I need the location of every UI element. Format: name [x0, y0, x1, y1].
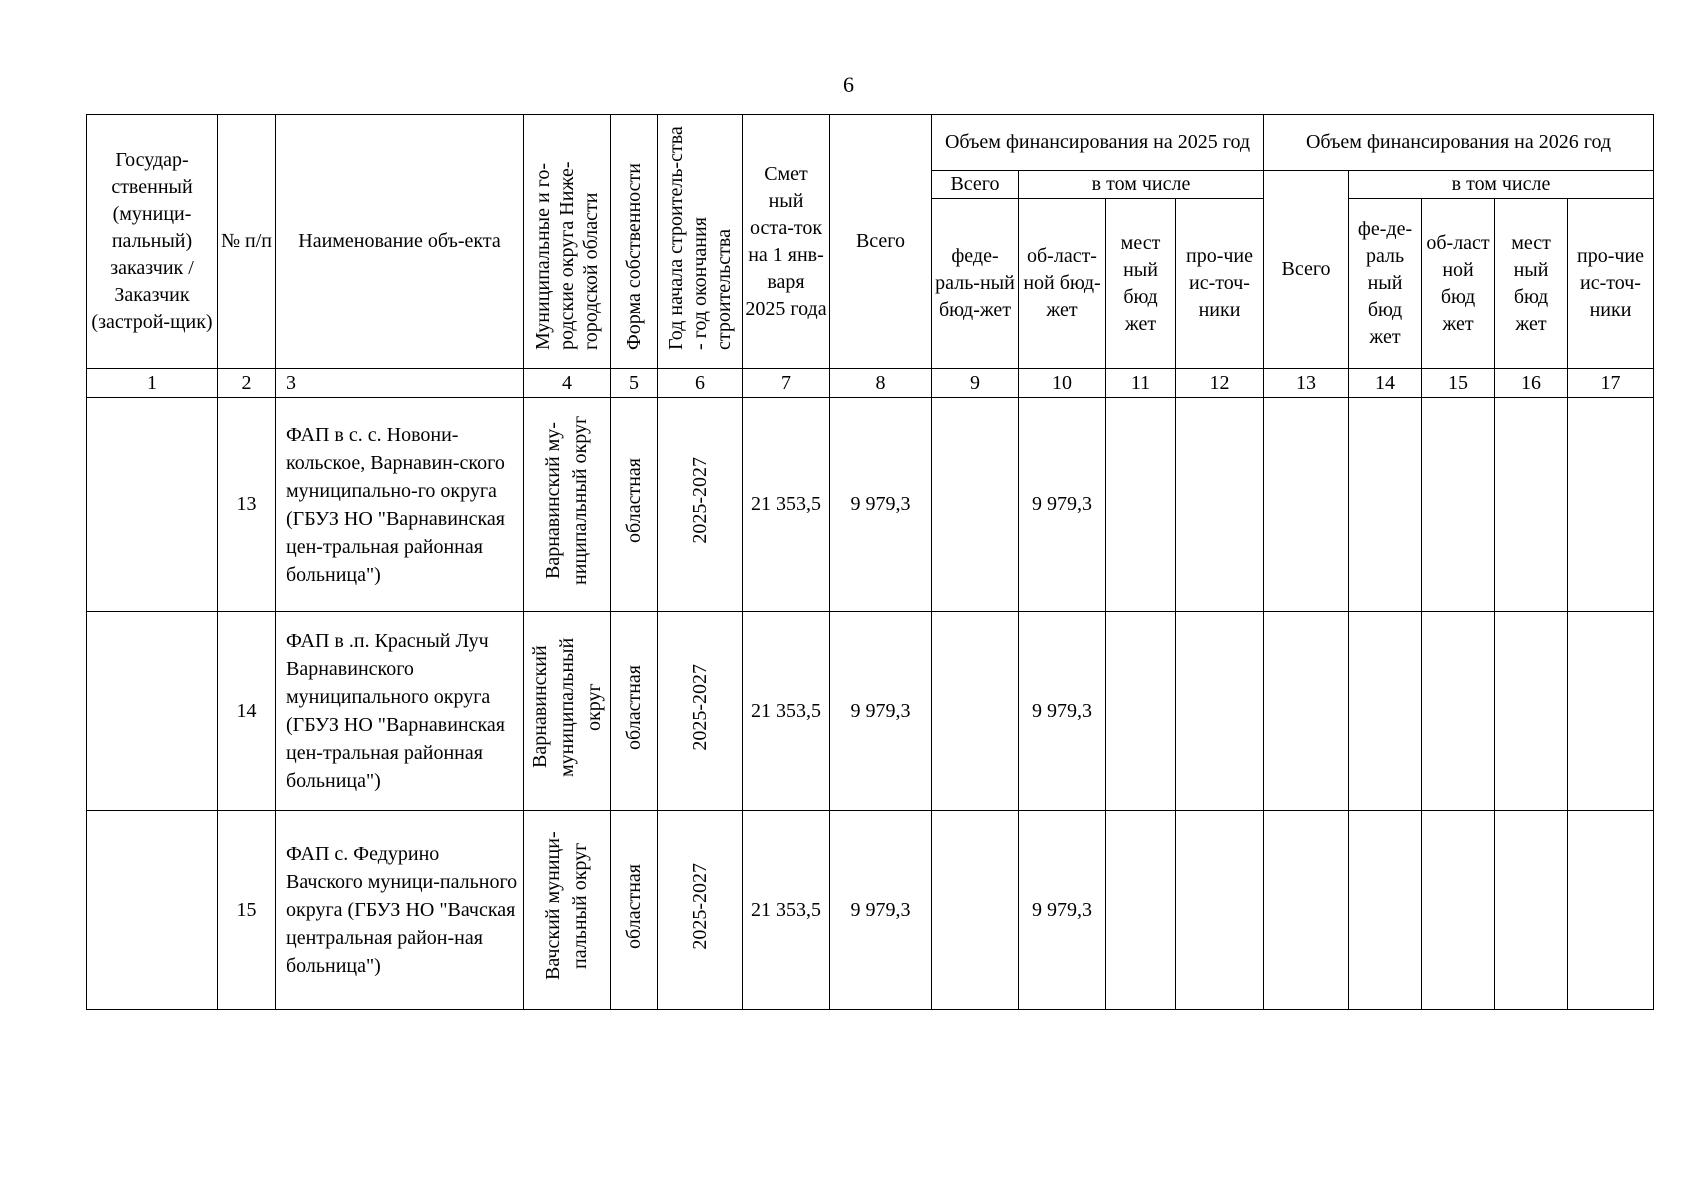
column-number: 16 [1495, 369, 1568, 398]
header-years: Год начала строитель-ства - год окончания строительства [665, 126, 735, 350]
cell-estimate: 21 353,5 [743, 398, 830, 612]
header-customer: Государ-ственный (муници-пальный) заказчик / Заказчик (застрой-щик) [87, 115, 218, 369]
cell-estimate: 21 353,5 [743, 811, 830, 1010]
header-num: № п/п [218, 115, 276, 369]
cell-oth-2026 [1568, 811, 1654, 1010]
header-fed-2025: феде-раль-ный бюд-жет [932, 199, 1019, 369]
district-text: Вачский муници-пальный округ [542, 831, 591, 981]
header-loc-2026: мест ный бюд жет [1495, 199, 1568, 369]
cell-district [524, 811, 611, 1010]
cell-oth-2025 [1176, 398, 1264, 612]
header-district-cell [524, 115, 611, 369]
cell-district [524, 612, 611, 811]
cell-object-name: ФАП с. Федурино Вачского муници-пального округа (ГБУЗ НО "Вачская центральная район-ная больница") [276, 811, 524, 1010]
header-total-2025: Всего [932, 171, 1019, 199]
cell-object-name: ФАП в .п. Красный Луч Варнавинского муниципального округа (ГБУЗ НО "Варнавинская цен-тральная районная больница") [276, 612, 524, 811]
header-fin-2026: Объем финансирования на 2026 год [1264, 115, 1654, 171]
column-number: 5 [611, 369, 658, 398]
header-loc-2025: мест ный бюд жет [1106, 199, 1176, 369]
cell-reg-2025: 9 979,3 [1019, 811, 1106, 1010]
header-reg-2026: об-ласт ной бюд жет [1422, 199, 1495, 369]
header-oth-2026: про-чие ис-точ-ники [1568, 199, 1654, 369]
cell-total: 9 979,3 [830, 612, 932, 811]
cell-total: 9 979,3 [830, 398, 932, 612]
district-text: Варнавинский муниципальный округ [528, 637, 605, 777]
cell-fed-2026 [1349, 612, 1422, 811]
cell-reg-2025: 9 979,3 [1019, 398, 1106, 612]
financing-table [86, 114, 1654, 1010]
header-incl-2026: в том числе [1349, 171, 1654, 199]
cell-reg-2026 [1422, 612, 1495, 811]
cell-total-2026 [1264, 811, 1349, 1010]
ownership-text: областная [622, 863, 645, 949]
header-years-cell [658, 115, 743, 369]
district-text: Варнавинский му-ниципальный округ [542, 415, 591, 586]
cell-ownership [611, 398, 658, 612]
table-row [87, 612, 1654, 811]
column-number-row [87, 369, 1654, 398]
cell-loc-2025 [1106, 612, 1176, 811]
header-fin-2025: Объем финансирования на 2025 год [932, 115, 1264, 171]
cell-fed-2025 [932, 398, 1019, 612]
ownership-text: областная [622, 664, 645, 750]
cell-num: 15 [218, 811, 276, 1010]
column-number: 10 [1019, 369, 1106, 398]
cell-total-2026 [1264, 398, 1349, 612]
cell-fed-2025 [932, 811, 1019, 1010]
ownership-text: областная [622, 458, 645, 543]
cell-num: 14 [218, 612, 276, 811]
header-row-1 [87, 115, 1654, 171]
column-number: 15 [1422, 369, 1495, 398]
header-incl-2025: в том числе [1019, 171, 1264, 199]
cell-oth-2026 [1568, 398, 1654, 612]
cell-ownership [611, 811, 658, 1010]
column-number: 9 [932, 369, 1019, 398]
cell-reg-2026 [1422, 398, 1495, 612]
header-oth-2025: про-чие ис-точ-ники [1176, 199, 1264, 369]
cell-object-name: ФАП в с. с. Новони-кольское, Варнавин-ского муниципально-го округа (ГБУЗ НО "Варнавинская цен-тральная районная больница") [276, 398, 524, 612]
cell-reg-2026 [1422, 811, 1495, 1010]
cell-fed-2025 [932, 612, 1019, 811]
header-total-all: Всего [830, 115, 932, 369]
column-number: 13 [1264, 369, 1349, 398]
cell-fed-2026 [1349, 811, 1422, 1010]
header-name: Наименование объ-екта [276, 115, 524, 369]
cell-customer [87, 811, 218, 1010]
column-number: 12 [1176, 369, 1264, 398]
cell-loc-2026 [1495, 398, 1568, 612]
cell-customer [87, 612, 218, 811]
cell-customer [87, 398, 218, 612]
column-number: 6 [658, 369, 743, 398]
column-number: 4 [524, 369, 611, 398]
column-number: 14 [1349, 369, 1422, 398]
cell-reg-2025: 9 979,3 [1019, 612, 1106, 811]
column-number: 17 [1568, 369, 1654, 398]
column-number: 8 [830, 369, 932, 398]
column-number: 11 [1106, 369, 1176, 398]
column-number: 1 [87, 369, 218, 398]
cell-loc-2025 [1106, 398, 1176, 612]
years-text: 2025-2027 [688, 862, 711, 950]
column-number: 7 [743, 369, 830, 398]
cell-ownership [611, 612, 658, 811]
header-ownership-cell [611, 115, 658, 369]
table-row [87, 398, 1654, 612]
cell-loc-2026 [1495, 612, 1568, 811]
column-number: 3 [276, 369, 524, 398]
cell-oth-2026 [1568, 612, 1654, 811]
cell-years [658, 398, 743, 612]
column-number: 2 [218, 369, 276, 398]
cell-fed-2026 [1349, 398, 1422, 612]
cell-total-2026 [1264, 612, 1349, 811]
cell-estimate: 21 353,5 [743, 612, 830, 811]
header-fed-2026: фе-де-раль ный бюд жет [1349, 199, 1422, 369]
header-estimate: Смет ный оста-ток на 1 янв-варя 2025 года [743, 115, 830, 369]
years-text: 2025-2027 [688, 457, 711, 544]
cell-loc-2026 [1495, 811, 1568, 1010]
header-total-2026: Всего [1264, 171, 1349, 369]
header-ownership: Форма собственности [623, 163, 645, 350]
cell-oth-2025 [1176, 612, 1264, 811]
cell-years [658, 612, 743, 811]
header-district: Муниципальные и го-родские округа Ниже-городской области [532, 161, 602, 350]
cell-years [658, 811, 743, 1010]
page-number: 6 [843, 72, 854, 97]
cell-loc-2025 [1106, 811, 1176, 1010]
table-row [87, 811, 1654, 1010]
cell-oth-2025 [1176, 811, 1264, 1010]
header-reg-2025: об-ласт-ной бюд-жет [1019, 199, 1106, 369]
cell-num: 13 [218, 398, 276, 612]
cell-total: 9 979,3 [830, 811, 932, 1010]
years-text: 2025-2027 [688, 663, 711, 751]
cell-district [524, 398, 611, 612]
